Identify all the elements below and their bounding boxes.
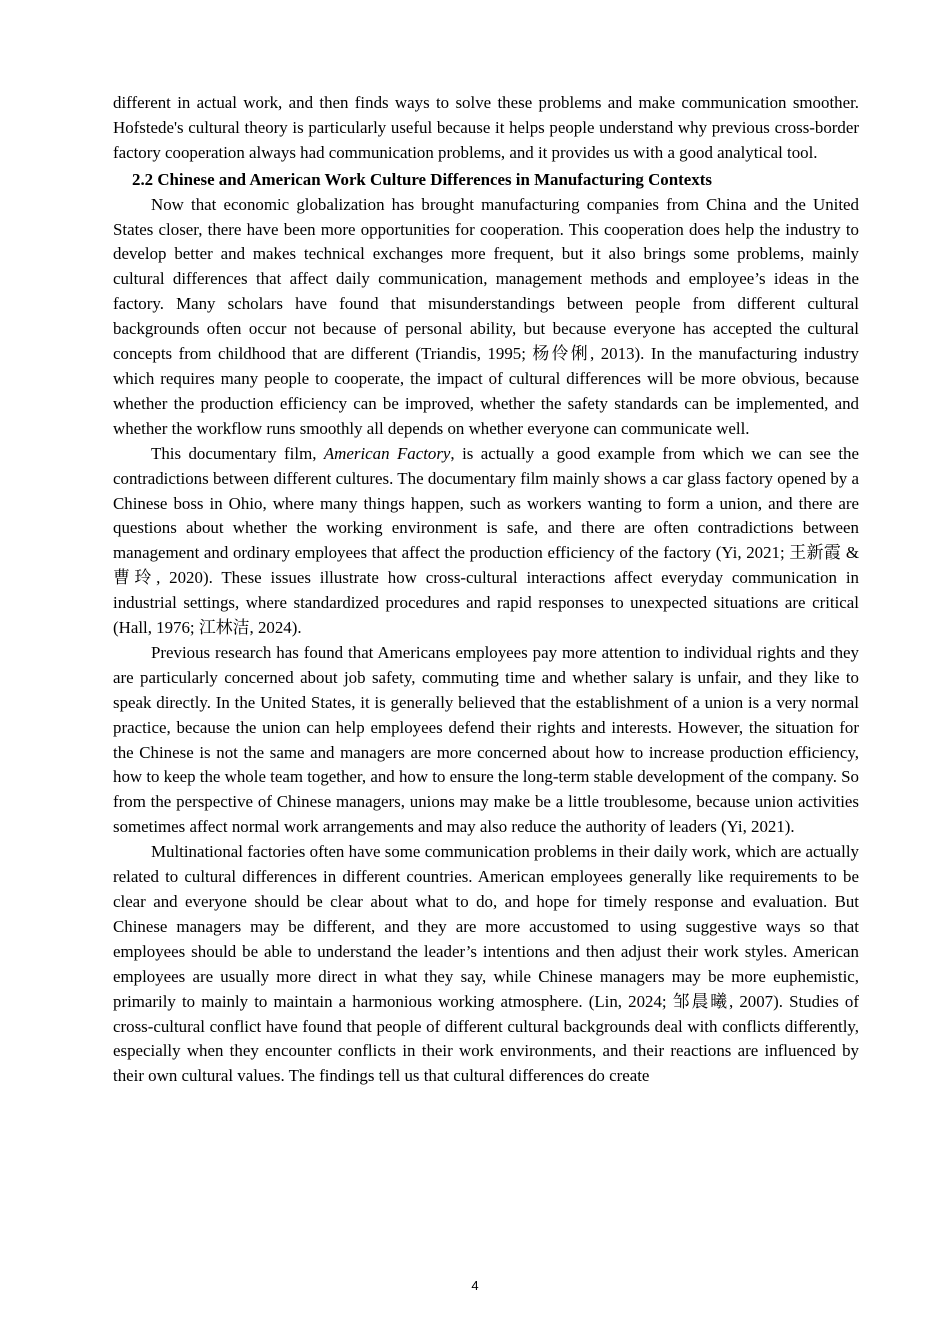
page-number: 4 — [471, 1278, 479, 1293]
paragraph-continuation: different in actual work, and then finds ways to solve these problems and make communication smoother. Hofstede's cultural theory is particularly useful because it helps people understand why previous cross-border factory cooperation always had communication problems, and it provides us with a good analytical tool. — [113, 93, 859, 162]
film-title: American Factory — [323, 443, 451, 463]
section-heading: 2.2 Chinese and American Work Culture Differences in Manufacturing Contexts — [132, 169, 712, 189]
paragraph-documentary-start: This documentary film, — [151, 443, 324, 463]
paragraph-previous-research: Previous research has found that Americans employees pay more attention to individual rights and they are particularly concerned about job safety, commuting time and whether salary is unfair, and they like to speak directly. In the United States, it is generally believed that the establishment of a union is a very normal practice, because the union can help employees defend their rights and interests. However, the situation for the Chinese is not the same and managers are more concerned about how to increase production efficiency, how to keep the whole team together, and how to ensure the long-term stable development of the company. So from the perspective of Chinese managers, unions may make be a little troublesome, because union activities sometimes affect normal work arrangements and may also reduce the authority of leaders (Yi, 2021). — [113, 642, 859, 837]
paragraph-documentary — [113, 442, 859, 641]
paragraph-globalization: Now that economic globalization has brought manufacturing companies from China and the United States closer, there have been more opportunities for cooperation. This cooperation does help the industry to develop better and makes technical exchanges more frequent, but it also brings some problems, mainly cultural differences that affect daily communication, management methods and employee’s ideas in the factory. Many scholars have found that misunderstandings between people from different cultural backgrounds often occur not because of personal ability, but because everyone has accepted the cultural concepts from childhood that are different (Triandis, 1995; 杨伶俐, 2013). In the manufacturing industry which requires many people to cooperate, the impact of cultural differences will be more obvious, because whether the production efficiency can be improved, whether the safety standards can be implemented, and whether the workflow runs smoothly all depends on whether everyone can communicate well. — [113, 194, 859, 438]
document-page — [113, 91, 859, 1089]
paragraph-documentary-rest: , is actually a good example from which we can see the contradictions between different cultures. The documentary film mainly shows a car glass factory opened by a Chinese boss in Ohio, where many things happen, such as workers wanting to form a union, and there are questions about whether the working environment is safe, and there are often contradictions between management and ordinary employees that affect the production efficiency of the factory (Yi, 2021; 王新霞 & 曹玲, 2020). These issues illustrate how cross-cultural interactions affect everyday communication in industrial settings, where standardized procedures and rapid responses to unexpected situations are critical (Hall, 1976; 江林洁, 2024). — [113, 443, 859, 638]
paragraph-multinational: Multinational factories often have some communication problems in their daily work, which are actually related to cultural differences in different countries. American employees generally like requirements to be clear and everyone should be clear about what to do, and hope for timely response and evaluation. But Chinese managers may be different, and they are more accustomed to using suggestive ways so that employees should be able to understand the leader’s intentions and then adjust their work styles. American employees are usually more direct in what they say, while Chinese managers may be more euphemistic, primarily to mainly to maintain a harmonious working atmosphere. (Lin, 2024; 邹晨曦, 2007). Studies of cross-cultural conflict have found that people of different cultural backgrounds deal with conflicts differently, especially when they encounter conflicts in their work environments, and their reactions are influenced by their own cultural values. The findings tell us that cultural differences do create — [113, 842, 859, 1086]
